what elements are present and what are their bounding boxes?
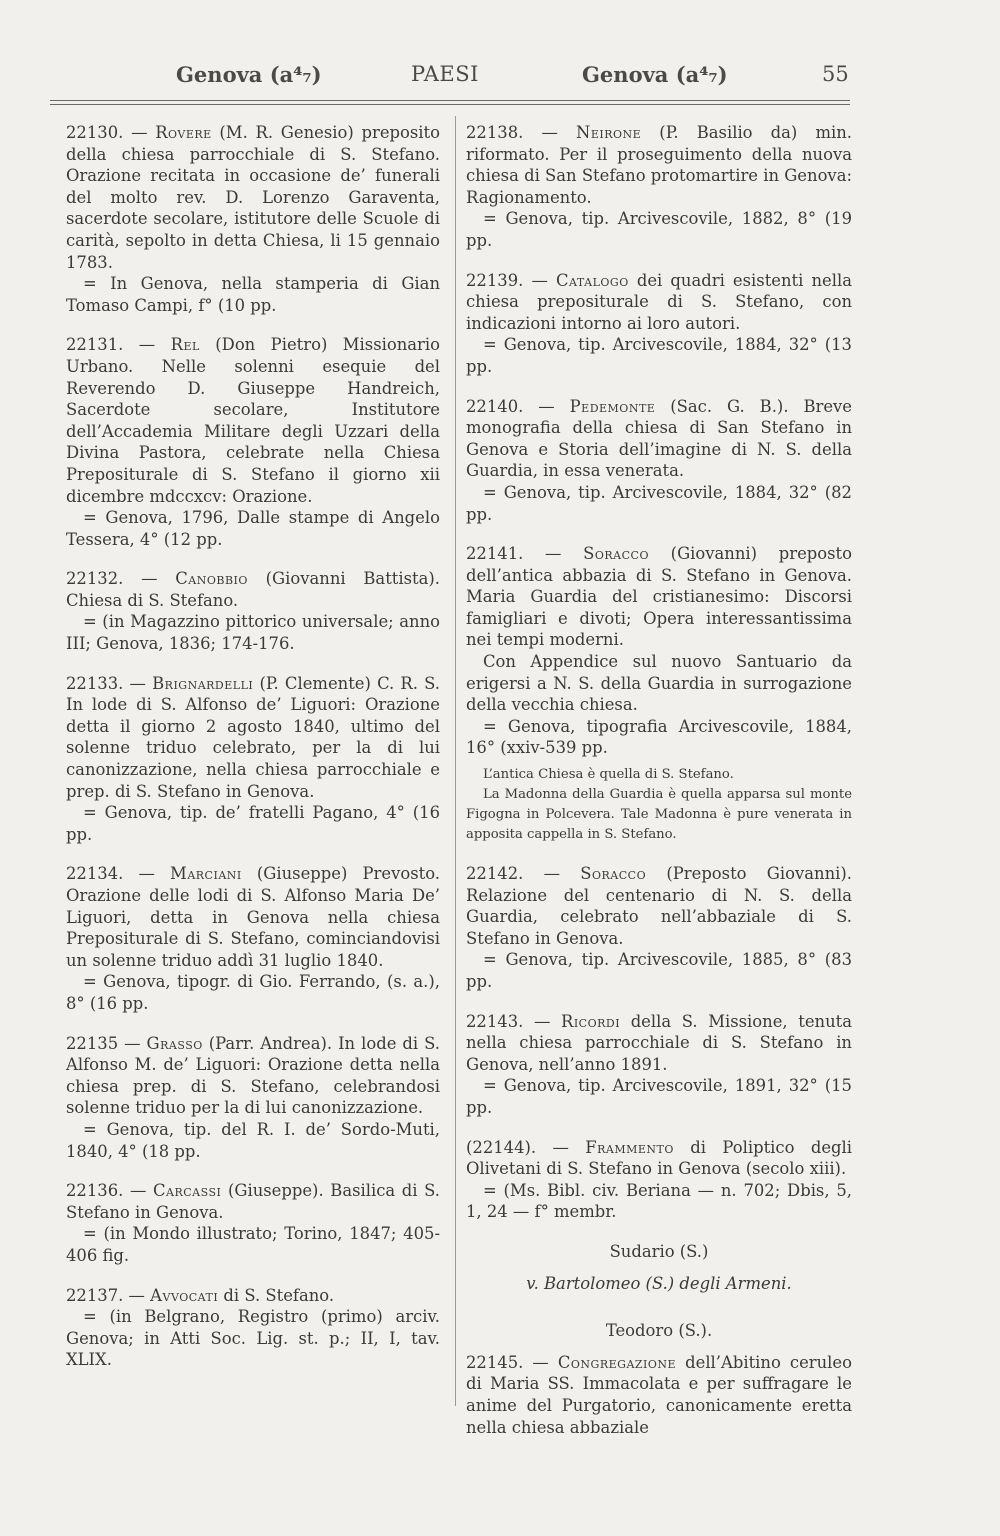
entry-22133	[66, 673, 440, 846]
header-rule-bottom	[50, 104, 850, 105]
entry-imprint: = (in Belgrano, Registro (primo) arciv. Genova; in Atti Soc. Lig. st. p.; II, I, tav. XLIX.	[66, 1307, 440, 1370]
entry-title: (Parr. Andrea). In lode di S. Alfonso M. de’ Liguori: Orazione detta nella chiesa prep. di S. Stefano, celebrandosi solenne triduo per la di lui canonizzazione.	[66, 1033, 440, 1118]
entry-22137	[66, 1285, 440, 1371]
entry-title: della S. Missione, tenuta nella chiesa parrocchiale di S. Stefano in Genova, nell’anno 1891.	[466, 1011, 853, 1074]
entry-number: 22145. —	[466, 1352, 549, 1372]
section-heading-teodoro: Teodoro (S.).	[605, 1321, 713, 1341]
entry-author: Neirone	[576, 123, 642, 142]
entry-author: Frammento	[585, 1137, 674, 1157]
entry-imprint: = Genova, tip. Arcivescovile, 1891, 32° (15 pp.	[466, 1076, 852, 1117]
entry-number: 22135 —	[66, 1033, 141, 1053]
entry-author: Grasso	[146, 1033, 203, 1053]
entry-author: Rel	[170, 335, 200, 355]
page-number: 55	[822, 62, 849, 86]
entry-22140	[466, 396, 852, 526]
entry-title: (P. Clemente) C. R. S. In lode di S. Alfonso de’ Liguori: Orazione detta il giorno 2 agosto 1840, ultimo del solenne triduo celebrato, per la di lui canonizzazione, nella chiesa parrocchiale e prep. di S. Stefano in Genova.	[66, 673, 441, 801]
entry-number: 22134. —	[66, 864, 155, 884]
entry-number: 22130. —	[66, 123, 148, 142]
entry-imprint: = (Ms. Bibl. civ. Beriana — n. 702; Dbis, 5, 1, 24 — f° membr.	[466, 1180, 852, 1222]
entry-author: Rovere	[155, 123, 212, 142]
entry-title: di S. Stefano.	[223, 1285, 335, 1305]
entry-22130	[66, 122, 440, 316]
entry-author: Carcassi	[152, 1181, 222, 1201]
entry-22134	[66, 863, 440, 1014]
entry-title: (Giovanni Battista). Chiesa di S. Stefano.	[66, 569, 440, 610]
entry-title: dell’Abitino ceruleo di Maria SS. Immacolata e per suffragare le anime del Purgatorio, canonicamente eretta nella chiesa abbaziale	[466, 1352, 852, 1437]
header-left-title: Genova (a⁴₇)	[176, 62, 322, 87]
entry-22144	[466, 1137, 852, 1223]
entry-imprint: = In Genova, nella stamperia di Gian Tomaso Campi, f° (10 pp.	[66, 274, 440, 315]
entry-number: 22143. —	[466, 1011, 551, 1031]
column-divider	[455, 116, 456, 1406]
entry-imprint: = (in Magazzino pittorico universale; anno III; Genova, 1836; 174-176.	[66, 612, 440, 654]
entry-author: Catalogo	[556, 270, 629, 290]
entry-imprint: = Genova, 1796, Dalle stampe di Angelo Tessera, 4° (12 pp.	[66, 508, 440, 549]
entry-number: 22139. —	[466, 270, 548, 290]
entry-22136	[66, 1180, 440, 1266]
entry-22145	[466, 1352, 852, 1438]
entry-number: 22138. —	[466, 123, 558, 142]
entry-imprint: = Genova, tip. Arcivescovile, 1885, 8° (83 pp.	[466, 950, 852, 991]
entry-number: 22132. —	[66, 569, 158, 589]
entry-22132	[66, 568, 440, 654]
entry-22143	[466, 1011, 852, 1119]
entry-author: Brignardelli	[152, 673, 254, 693]
entry-number: 22133. —	[66, 673, 146, 693]
entry-number: 22142. —	[466, 864, 560, 884]
right-column	[466, 122, 852, 1456]
entry-number: 22136. —	[66, 1181, 147, 1201]
entry-number: 22137. —	[66, 1285, 145, 1305]
entry-author: Pedemonte	[569, 396, 656, 416]
running-header	[0, 62, 1000, 92]
entry-22135	[66, 1033, 440, 1163]
entry-title: di Poliptico degli Olivetani di S. Stefano in Genova (secolo xiii).	[466, 1137, 853, 1179]
entry-appendix: Con Appendice sul nuovo Santuario da erigersi a N. S. della Guardia in surrogazione della vecchia chiesa.	[466, 652, 852, 715]
entry-title: (Giuseppe). Basilica di S. Stefano in Genova.	[66, 1181, 440, 1222]
entry-author: Marciani	[170, 864, 242, 884]
entry-author: Soracco	[583, 544, 649, 564]
entry-author: Congregazione	[557, 1352, 677, 1372]
entry-title: (P. Basilio da) min. riformato. Per il proseguimento della nuova chiesa di San Stefano protomartire in Genova: Ragionamento.	[466, 123, 852, 207]
entry-number: 22131. —	[66, 335, 156, 355]
entry-imprint: = Genova, tip. de’ fratelli Pagano, 4° (16 pp.	[66, 803, 440, 844]
entry-title: (Giuseppe) Prevosto. Orazione delle lodi di S. Alfonso Maria De’ Liguori, detta in Genova nella chiesa Prepositurale di S. Stefano, cominciandovisi un solenne triduo addì 31 luglio 1840.	[66, 864, 440, 970]
entry-22142	[466, 863, 852, 993]
header-rule-top	[50, 100, 850, 101]
section-heading-sudario: Sudario (S.)	[609, 1241, 709, 1261]
entry-title: (Preposto Giovanni). Relazione del centenario di N. S. della Guardia, celebrato nell’abbaziale di S. Stefano in Genova.	[466, 864, 852, 948]
header-center-title: PAESI	[411, 62, 479, 86]
entry-imprint: = Genova, tip. Arcivescovile, 1884, 32° (13 pp.	[466, 335, 852, 376]
entry-title: dei quadri esistenti nella chiesa prepositurale di S. Stefano, con indicazioni intorno ai loro autori.	[466, 270, 853, 333]
entry-imprint: = (in Mondo illustrato; Torino, 1847; 405-406 fig.	[66, 1224, 440, 1265]
entry-number: 22140. —	[466, 396, 555, 416]
entry-imprint: = Genova, tip. del R. I. de’ Sordo-Muti, 1840, 4° (18 pp.	[66, 1119, 440, 1161]
entry-imprint: = Genova, tipografia Arcivescovile, 1884, 16° (xxiv-539 pp.	[466, 716, 852, 758]
entry-author: Avvocati	[150, 1285, 219, 1305]
entry-22139	[466, 270, 852, 378]
entry-22131	[66, 334, 440, 550]
entry-title: (Sac. G. B.). Breve monografia della chiesa di San Stefano in Genova e Storia dell’imagine di N. S. della Guardia, in essa venerata.	[466, 396, 853, 481]
entry-imprint: = Genova, tip. Arcivescovile, 1884, 32° (82 pp.	[466, 482, 852, 524]
entry-imprint: = Genova, tipogr. di Gio. Ferrando, (s. a.), 8° (16 pp.	[66, 972, 440, 1013]
left-column	[66, 122, 440, 1389]
entry-author: Soracco	[580, 864, 647, 884]
entry-number: (22144). —	[466, 1137, 569, 1157]
entry-22141	[466, 543, 852, 845]
entry-note: L’antica Chiesa è quella di S. Stefano.	[483, 767, 734, 783]
entry-22138	[466, 122, 852, 252]
cross-reference: v. Bartolomeo (S.) degli Armeni.	[526, 1273, 792, 1293]
entry-note: La Madonna della Guardia è quella apparsa sul monte Figogna in Polcevera. Tale Madonna è pure venerata in apposita cappella in S. Stefano.	[466, 787, 852, 843]
entry-number: 22141. —	[466, 544, 562, 564]
entry-title: (Don Pietro) Missionario Urbano. Nelle solenni esequie del Reverendo D. Giuseppe Handreich, Sacerdote secolare, Institutore dell’Accademia Militare degli Uzzari della Divina Pastora, celebrate nella Chiesa Prepositurale di S. Stefano il giorno xii dicembre mdccxcv: Orazione.	[66, 335, 441, 506]
entry-imprint: = Genova, tip. Arcivescovile, 1882, 8° (19 pp.	[466, 209, 852, 250]
entry-title: (M. R. Genesio) preposito della chiesa parrocchiale di S. Stefano. Orazione recitata in occasione de’ funerali del molto rev. D. Lorenzo Garaventa, sacerdote secolare, istitutore delle Scuole di carità, sepolto in detta Chiesa, li 15 gennaio 1783.	[66, 123, 440, 272]
entry-author: Canobbio	[175, 569, 248, 589]
entry-title: (Giovanni) preposto dell’antica abbazia di S. Stefano in Genova. Maria Guardia del cristianesimo: Discorsi famigliari e divoti; Opera interessantissima nei tempi moderni.	[466, 544, 852, 650]
entry-author: Ricordi	[560, 1011, 621, 1031]
header-right-title: Genova (a⁴₇)	[582, 62, 728, 87]
